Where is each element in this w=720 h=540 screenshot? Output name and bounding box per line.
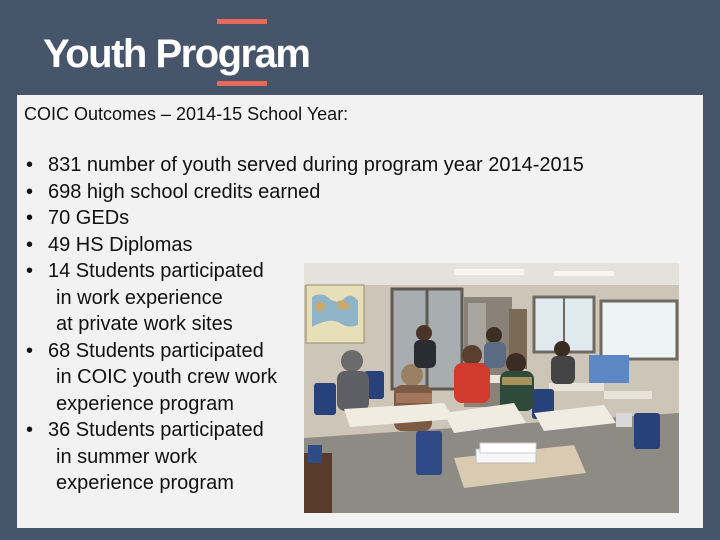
slide-title: Youth Program — [43, 32, 310, 76]
bullet-text: 36 Students participated — [48, 419, 264, 441]
bullet-text: 70 GEDs — [48, 207, 130, 229]
bullet-text: 14 Students participated — [48, 260, 264, 282]
bullet-dot: • — [26, 339, 34, 362]
bullet-text-cont: at private work sites — [56, 313, 233, 335]
bullet-text-cont: in work experience — [56, 286, 223, 309]
list-item — [26, 179, 584, 206]
bullet-dot: • — [26, 260, 34, 282]
bullet-text-cont: in COIC youth crew work — [56, 366, 278, 388]
bullet-text-cont: experience program — [56, 392, 234, 415]
bullet-text-cont: in summer work — [56, 445, 198, 468]
list-item — [26, 232, 584, 259]
classroom-illustration — [304, 263, 679, 513]
title-accent-top — [217, 19, 267, 24]
classroom-photo — [304, 263, 679, 513]
list-item — [26, 152, 584, 179]
title-accent-bottom — [217, 81, 267, 86]
bullet-text: 68 Students participated — [48, 339, 264, 362]
bullet-dot: • — [26, 207, 34, 229]
bullet-dot: • — [26, 154, 34, 176]
bullet-text: 49 HS Diplomas — [48, 233, 193, 256]
list-item — [26, 205, 584, 232]
bullet-dot: • — [26, 233, 34, 256]
outcomes-subtitle: COIC Outcomes – 2014-15 School Year: — [24, 104, 349, 124]
bullet-text: 831 number of youth served during program year 2014-2015 — [48, 154, 584, 176]
bullet-dot: • — [26, 419, 34, 441]
content-panel — [17, 95, 703, 528]
bullet-text: 698 high school credits earned — [48, 180, 321, 203]
bullet-text-cont: experience program — [56, 472, 234, 494]
bullet-dot: • — [26, 180, 34, 203]
